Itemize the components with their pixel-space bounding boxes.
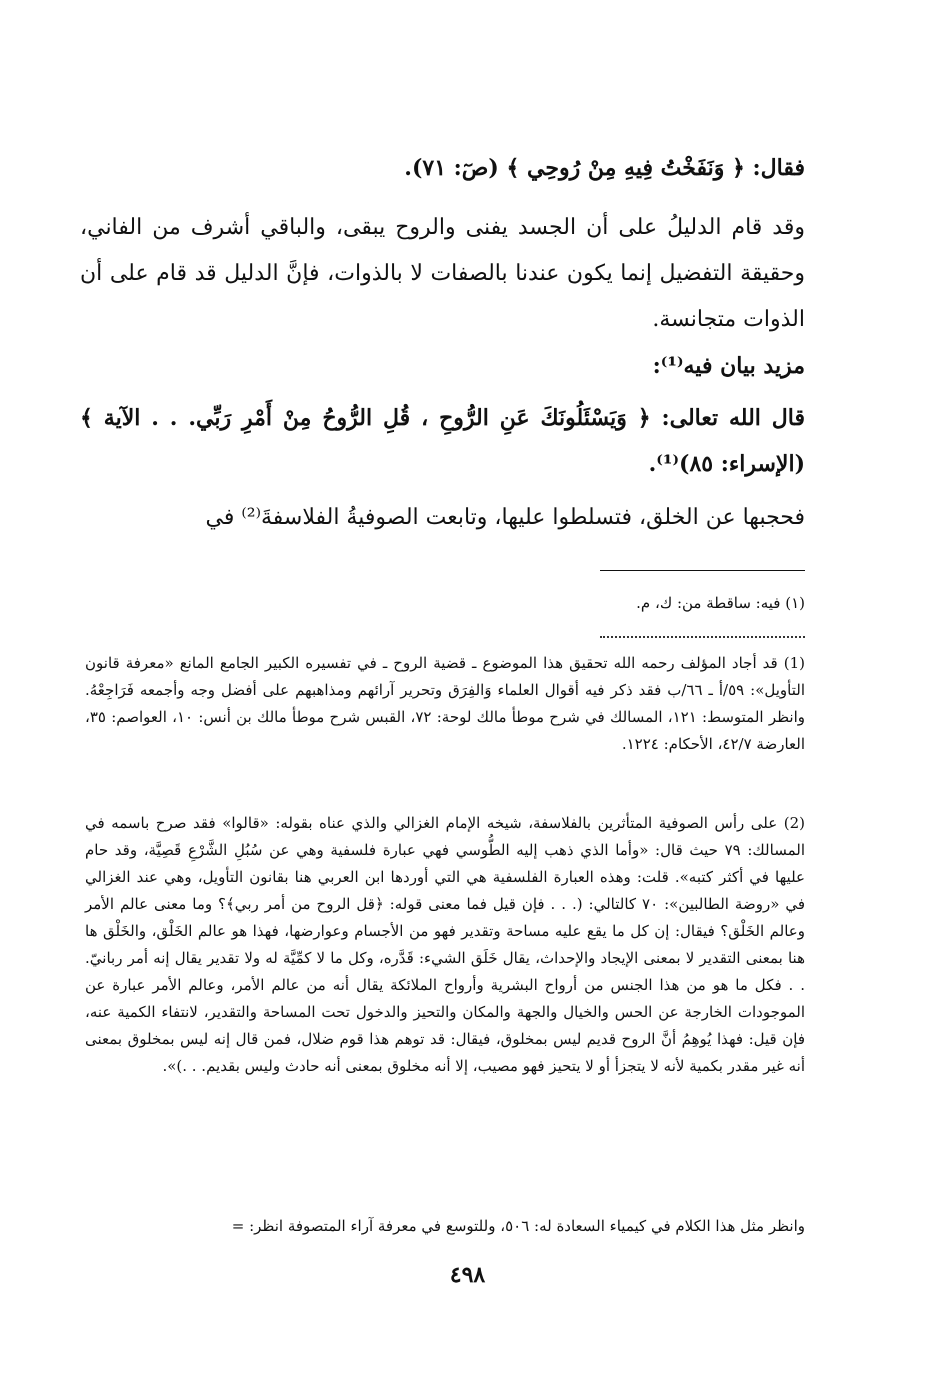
footnote-2: (2) على رأس الصوفية المتأثرين بالفلاسفة، شيخه الإمام الغزالي والذي عناه بقوله: «قالوا» فقد صرح باسمه في المسالك: ٧٩ حيث قال: «وأما الذي ذهب إليه الطُّوسي فهي عبارة فلسفية وهي عن سُبُلِ الشَّرْعِ قَصِيَّة، وقد حام عليها في أكثر كتبه». قلت: وهذه العبارة الفلسفية هي التي أوردها ابن العربي هنا بقانون التأويل، وهي عند الغزالي في «روضة الطالبين»: ٧٠ كالتالي: (. . . فإن قيل فما معنى قوله: ﴿قل الروح من أمر ربي﴾؟ وما معنى عالم الأمر وعالم الخَلْق؟ فيقال: إن كل ما يقع عليه مساحة وتقدير فهو من الأجسام وعوارضها، فهذا هو عالم الخَلْق، والخَلْق ها هنا بمعنى التقدير لا بمعنى الإيجاد والإحداث، يقال خَلَق الشيء: قَدَّره، وكل ما لا كمِّيَّة له ولا تقدير يقال إنه أمر ربانيّ. . . فكل ما هو من هذا الجنس من أرواح البشرية وأرواح الملائكة يقال أنه من عالم الأمر، وعالم الأمر عبارة عن الموجودات الخارجة عن الحس والخيال والجهة والمكان والتحيز والدخول تحت المساحة والتقدير، لانتفاء الكمية عنه، فإن قيل: فهذا يُوهِمُ أنَّ الروح قديم ليس بمخلوق، فيقال: قد توهم هذا قوم ضلال، فمن قال إنه ليس بمخلوق بمعنى أنه غير مقدر بكمية لأنه لا يتجزأ أو لا يتحيز فهو مصيب، إلا أنه مخلوق بمعنى أنه حادث وليس بقديم. . .)». bbox=[85, 814, 805, 1075]
quran-citation-line bbox=[80, 145, 805, 192]
section-heading: مزيد بيان فيه⁽¹⁾: bbox=[652, 353, 805, 379]
footnote-continuation: وانظر مثل هذا الكلام في كيمياء السعادة له: ٥٠٦، وللتوسع في معرفة آراء المتصوفة انظر: = bbox=[231, 1217, 805, 1235]
footnote-separator-dotted bbox=[600, 636, 805, 638]
paragraph-body-1: وقد قام الدليلُ على أن الجسد يفنى والروح يبقى، والباقي أشرف من الفاني، وحقيقة التفضيل إنما يكون عندنا بالصفات لا بالذوات، فإنَّ الدليل قد قام على أن الذوات متجانسة. bbox=[80, 215, 805, 332]
footnote-variant-reading: (١) فيه: ساقطة من: ك، م. bbox=[636, 594, 805, 612]
paragraph-body-3: فحجبها عن الخلق، فتسلطوا عليها، وتابعت الصوفيةُ الفلاسفةَ⁽²⁾ في bbox=[205, 505, 805, 530]
footnote-separator-solid bbox=[600, 570, 805, 571]
quran-verse-sad-71: فقال: ﴿ وَنَفَخْتُ فِيهِ مِنْ رُوحِي ﴾ (صٓ: ٧١). bbox=[404, 155, 805, 181]
page-number: ٤٩٨ bbox=[449, 1262, 486, 1288]
footnote-1: (1) قد أجاد المؤلف رحمه الله تحقيق هذا الموضوع ـ قضية الروح ـ في تفسيره الكبير الجامع المانع «معرفة قانون التأويل»: ٥٩/أ ـ ٦٦/ب فقد ذكر فيه أقوال العلماء وَالفِرَق وتحرير آرائهم ومذاهبهم على أفضل وجه وأجمعه فَرَاجِعْهُ. وانظر المتوسط: ١٢١، المسالك في شرح موطأ مالك لوحة: ٧٢، القبس شرح موطأ مالك بن أنس: ١٠، العواصم: ٣٥، العارضة ٤٢/٧، الأحكام: ١٢٢٤. bbox=[85, 654, 805, 753]
paragraph-quran-isra-85: قال الله تعالى: ﴿ وَيَسْئَلُونَكَ عَنِ الرُّوحِ ، قُلِ الرُّوحُ مِنْ أَمْرِ رَبِّي. . . الآية ﴾ (الإسراء: ٨٥)⁽¹⁾. bbox=[80, 405, 805, 477]
